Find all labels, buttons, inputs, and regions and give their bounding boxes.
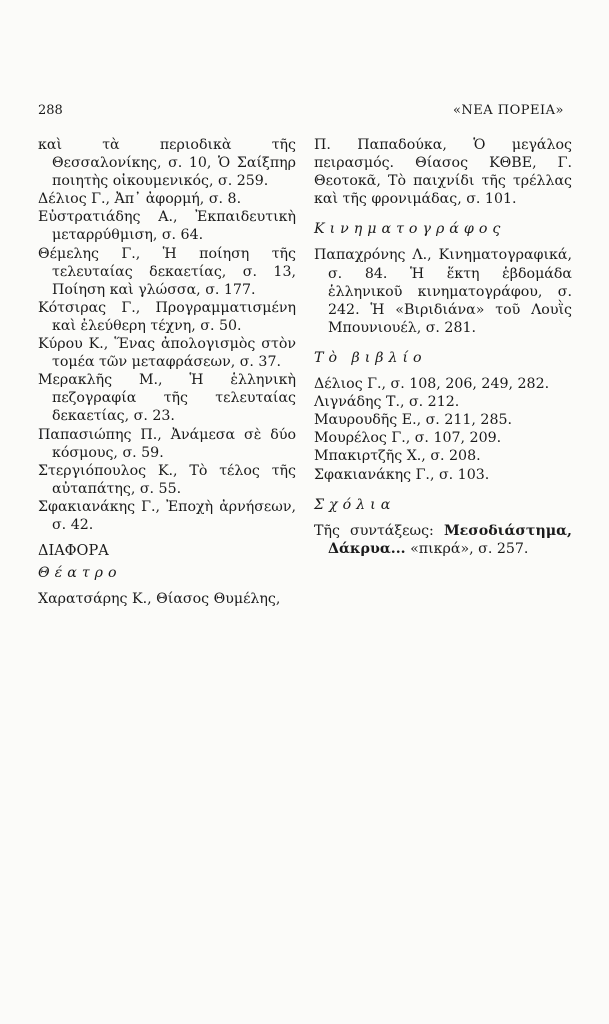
index-entry: Χαρατσάρης Κ., Θίασος Θυμέλης, — [38, 591, 281, 608]
index-entry: Παπασιώπης Π., Ἀνάμεσα σὲ δύο κόσμους, σ. 59. — [38, 426, 296, 461]
index-entry: Σφακιανάκης Γ., σ. 103. — [314, 466, 490, 483]
subheading-cinema: Κινηματογράφος — [314, 221, 506, 238]
index-entry: Κύρου Κ., Ἕνας ἀπολογισμὸς στὸν τομέα τῶν μεταφράσεων, σ. 37. — [38, 336, 296, 371]
left-column — [38, 136, 296, 608]
right-column — [314, 136, 572, 558]
index-entry: Δέλιος Γ., Ἀπ᾽ ἀφορμή, σ. 8. — [38, 191, 242, 208]
index-entry-continued: Π. Παπαδούκα, Ὁ μεγάλος πειρασμός. Θίασος ΚΘΒΕ, Γ. Θεοτοκᾶ, Τὸ παιχνίδι τῆς τρέλλας καὶ τῆς φρονιμάδας, σ. 101. — [314, 137, 572, 208]
index-entry: Σφακιανάκης Γ., Ἐποχὴ ἀρνήσεων, σ. 42. — [38, 498, 296, 533]
index-entry: Στεργιόπουλος Κ., Τὸ τέλος τῆς αὐταπάτης, σ. 55. — [38, 462, 296, 497]
page-number: 288 — [38, 103, 63, 118]
index-entry: Κότσιρας Γ., Προγραμματισμένη καὶ ἐλεύθερη τέχνη, σ. 50. — [38, 299, 296, 334]
subheading-book: Τὸ βιβλίο — [314, 349, 427, 366]
index-entry: Μπακιρτζῆς Χ., σ. 208. — [314, 448, 481, 465]
index-entry: Μερακλῆς Μ., Ἡ ἑλληνικὴ πεζογραφία τῆς τελευταίας δεκαετίας, σ. 23. — [38, 372, 296, 425]
index-entry: Εὐστρατιάδης Α., Ἐκπαιδευτικὴ μεταρρύθμιση, σ. 64. — [38, 209, 296, 244]
index-entry: καὶ τὰ περιοδικὰ τῆς Θεσσαλονίκης, σ. 10, Ὁ Σαίξπηρ ποιητὴς οἰκουμενικός, σ. 259. — [38, 137, 296, 190]
index-entry: Δέλιος Γ., σ. 108, 206, 249, 282. — [314, 376, 550, 393]
running-title: «ΝΕΑ ΠΟΡΕΙΑ» — [452, 103, 564, 118]
section-heading: ΔΙΑΦΟΡΑ — [38, 543, 109, 560]
index-entry: Μουρέλος Γ., σ. 107, 209. — [314, 430, 502, 447]
notes-entry-plain: Τῆς συντάξεως: — [314, 522, 444, 539]
index-entry: Παπαχρόνης Λ., Κινηματογραφικά, σ. 84. Ἡ ἕκτη ἑβδομάδα ἑλληνικοῦ κινηματογράφου, σ. 242. Ἡ «Βιριδιάνα» τοῦ Λουῒς Μπουνιουέλ, σ. 281. — [314, 247, 572, 336]
subheading-theatre: Θέατρο — [38, 565, 122, 582]
notes-entry-tail: «πικρά», σ. 257. — [405, 540, 529, 557]
index-entry: Μαυρουδῆς Ε., σ. 211, 285. — [314, 412, 513, 429]
page-header — [38, 103, 564, 123]
notes-entry — [314, 522, 572, 558]
index-entry: Λιγνάδης Τ., σ. 212. — [314, 394, 460, 411]
index-entry: Θέμελης Γ., Ἡ ποίηση τῆς τελευταίας δεκαετίας, σ. 13, Ποίηση καὶ γλώσσα, σ. 177. — [38, 245, 296, 298]
notes-entry-bold: Μεσοδιάστημα, Δάκρυα... — [328, 522, 572, 557]
subheading-notes: Σχόλια — [314, 496, 396, 513]
